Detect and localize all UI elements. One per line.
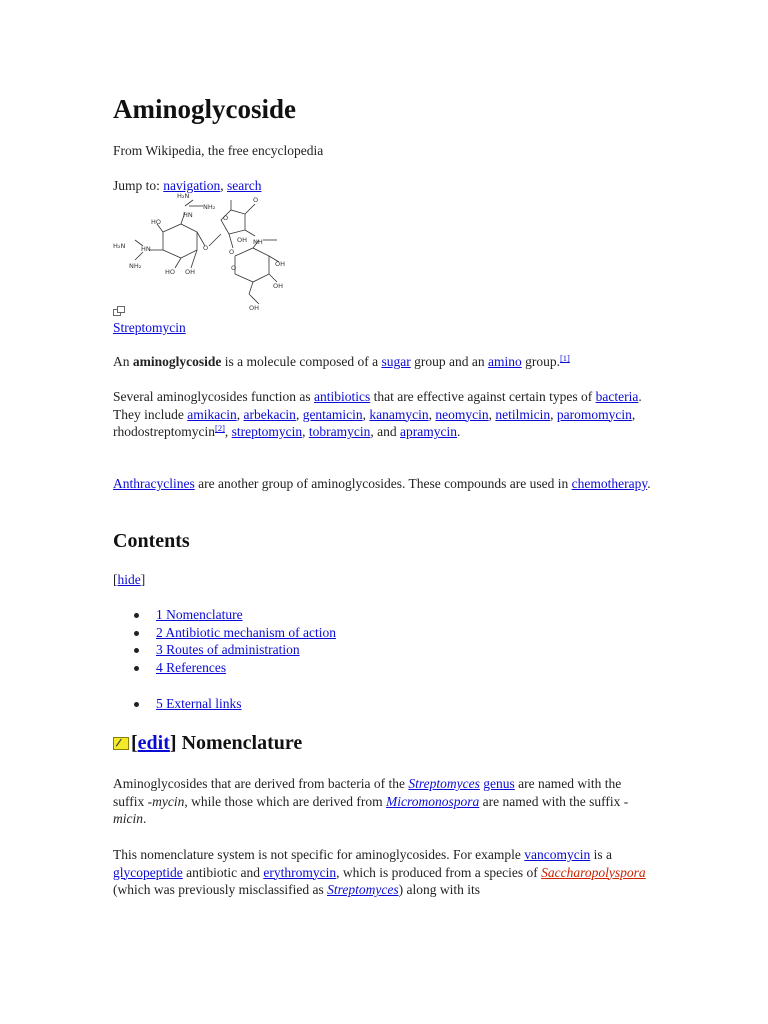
text: group and an bbox=[410, 354, 488, 369]
text: , rhodostreptomycin bbox=[113, 406, 636, 439]
toc-list-extra bbox=[131, 695, 241, 713]
text: (which was previously misclassified as bbox=[113, 882, 328, 897]
text: . bbox=[143, 811, 147, 826]
toc-item bbox=[131, 606, 336, 624]
bracket: [ bbox=[131, 732, 138, 754]
toc-item bbox=[131, 695, 241, 713]
caption-streptomycin-link[interactable]: Streptomycin bbox=[113, 320, 186, 335]
jump-navigation-link[interactable]: navigation bbox=[163, 178, 221, 193]
magnify-icon[interactable] bbox=[113, 306, 125, 316]
text: . bbox=[457, 424, 461, 439]
label-oh-furanose: OH bbox=[237, 236, 248, 244]
text: , bbox=[224, 424, 232, 439]
label-nh2-left: NH₂ bbox=[129, 262, 142, 270]
link-streptomycin[interactable]: streptomycin bbox=[231, 424, 303, 439]
link-netilmicin[interactable]: netilmicin bbox=[495, 406, 551, 422]
link-glycopeptide[interactable]: glycopeptide bbox=[113, 864, 183, 880]
label-nh2-top: NH₂ bbox=[203, 203, 216, 211]
label-oh-bottom: OH bbox=[185, 268, 196, 276]
italic-text: Saccharopolyspora bbox=[541, 864, 646, 880]
text: ) along with its bbox=[398, 882, 480, 897]
label-h2n: H₂N bbox=[177, 192, 190, 200]
link-chemotherapy[interactable]: chemotherapy bbox=[571, 476, 648, 491]
link-streptomyces[interactable] bbox=[408, 776, 479, 791]
link-paromomycin[interactable]: paromomycin bbox=[556, 406, 632, 422]
edit-pencil-icon[interactable] bbox=[113, 737, 129, 750]
streptomycin-structure-image[interactable] bbox=[113, 190, 293, 315]
link-kanamycin[interactable]: kanamycin bbox=[369, 406, 429, 422]
toc-list bbox=[131, 606, 336, 676]
toc-title: Contents bbox=[113, 530, 190, 552]
toc-item bbox=[131, 641, 336, 659]
link-arbekacin[interactable]: arbekacin bbox=[243, 406, 296, 422]
text: is a bbox=[590, 847, 613, 862]
label-ho-left: HO bbox=[151, 218, 162, 226]
reference-2[interactable]: [2] bbox=[214, 423, 225, 433]
toc-link-mechanism[interactable]: 2 Antibiotic mechanism of action bbox=[156, 624, 336, 640]
link-vancomycin[interactable]: vancomycin bbox=[524, 847, 591, 862]
link-apramycin[interactable]: apramycin bbox=[400, 424, 457, 439]
toc-link-nomenclature[interactable]: 1 Nomenclature bbox=[156, 607, 243, 622]
link-saccharopolyspora[interactable] bbox=[541, 865, 646, 880]
jump-search-link[interactable]: search bbox=[227, 178, 262, 193]
toc-hide-link[interactable]: hide bbox=[117, 572, 141, 587]
link-genus[interactable]: genus bbox=[483, 776, 515, 791]
label-o-aldehyde: O bbox=[253, 196, 259, 204]
text: group. bbox=[521, 354, 560, 369]
text: , bbox=[428, 406, 436, 422]
text: , bbox=[236, 406, 244, 422]
text: are named with the suffix - bbox=[479, 793, 629, 809]
intro-paragraph-1 bbox=[113, 353, 653, 371]
reference-1[interactable]: [1] bbox=[559, 353, 570, 363]
toc-link-routes[interactable]: 3 Routes of administration bbox=[156, 642, 300, 657]
italic-text: Streptomyces bbox=[327, 882, 399, 897]
text: are another group of aminoglycosides. These compounds are used in bbox=[194, 476, 572, 491]
nomenclature-paragraph-2 bbox=[113, 846, 653, 899]
link-erythromycin[interactable]: erythromycin bbox=[263, 864, 337, 880]
jump-prefix: Jump to: bbox=[113, 178, 164, 193]
link-amino[interactable]: amino bbox=[487, 354, 522, 369]
label-o-link1: O bbox=[203, 244, 209, 252]
label-o-ring: O bbox=[223, 214, 229, 222]
label-o-link2: O bbox=[229, 248, 235, 256]
link-amikacin[interactable]: amikacin bbox=[187, 406, 237, 422]
toc-toggle bbox=[113, 571, 145, 589]
text: , bbox=[488, 406, 496, 422]
term-aminoglycoside: aminoglycoside bbox=[132, 354, 222, 369]
link-anthracyclines[interactable]: Anthracyclines bbox=[113, 476, 195, 491]
site-tagline: From Wikipedia, the free encyclopedia bbox=[113, 143, 324, 158]
toc-link-references[interactable]: 4 References bbox=[156, 659, 227, 675]
text: This nomenclature system is not specific for aminoglycosides. For example bbox=[113, 847, 525, 862]
link-bacteria[interactable]: bacteria bbox=[595, 389, 639, 404]
label-hn-left: HN bbox=[141, 245, 151, 253]
text: . bbox=[647, 476, 651, 491]
label-h2n-left: H₂N bbox=[113, 242, 126, 250]
link-tobramycin[interactable]: tobramycin bbox=[308, 424, 371, 439]
label-hn: HN bbox=[183, 211, 193, 219]
page-title: Aminoglycoside bbox=[113, 94, 297, 124]
text: , bbox=[362, 406, 370, 422]
text: , while those which are derived from bbox=[184, 793, 387, 809]
text: Several aminoglycosides function as bbox=[113, 389, 314, 404]
intro-paragraph-2 bbox=[113, 388, 653, 441]
label-oh-lower: OH bbox=[273, 282, 284, 290]
italic-text: Micromonospora bbox=[386, 793, 480, 809]
intro-paragraph-3 bbox=[113, 475, 653, 493]
text: , bbox=[295, 406, 303, 422]
bracket: ] bbox=[140, 572, 146, 587]
suffix-micin: micin bbox=[113, 811, 143, 826]
edit-section-link[interactable]: edit bbox=[137, 732, 170, 754]
text: antibiotic and bbox=[182, 864, 264, 880]
text: are named with the suffix - bbox=[113, 776, 622, 809]
text: , which is produced from a species of bbox=[336, 864, 542, 880]
link-neomycin[interactable]: neomycin bbox=[435, 406, 489, 422]
text: . They include bbox=[113, 389, 642, 422]
link-micromonospora[interactable] bbox=[386, 794, 479, 809]
image-caption bbox=[113, 319, 186, 337]
bracket: [ bbox=[113, 572, 118, 587]
link-sugar[interactable]: sugar bbox=[381, 354, 411, 369]
label-nh: NH bbox=[253, 238, 263, 246]
text: An bbox=[113, 354, 133, 369]
link-streptomyces-2[interactable] bbox=[327, 882, 398, 897]
text: , bbox=[302, 424, 309, 439]
section-heading-nomenclature bbox=[113, 731, 302, 755]
text: is a molecule composed of a bbox=[221, 354, 382, 369]
link-antibiotics[interactable]: antibiotics bbox=[313, 389, 371, 404]
nomenclature-paragraph-1 bbox=[113, 775, 653, 828]
link-gentamicin[interactable]: gentamicin bbox=[302, 406, 363, 422]
section-heading-text: Nomenclature bbox=[176, 732, 303, 754]
toc-item bbox=[131, 624, 336, 642]
bracket: ] bbox=[169, 732, 177, 754]
toc-link-external-links[interactable]: 5 External links bbox=[156, 696, 242, 711]
text: , bbox=[550, 406, 557, 422]
label-oh-ch2: OH bbox=[249, 304, 260, 312]
text: Aminoglycosides that are derived from bacteria of the bbox=[113, 776, 409, 791]
label-ho-bottom: HO bbox=[165, 268, 176, 276]
label-oh-right: OH bbox=[275, 260, 286, 268]
label-o-pyranose: O bbox=[231, 264, 237, 272]
jump-separator: , bbox=[220, 178, 228, 193]
italic-text: Streptomyces bbox=[408, 776, 480, 791]
text: that are effective against certain types of bbox=[370, 389, 596, 404]
text: , and bbox=[370, 424, 397, 439]
toc-item bbox=[131, 659, 336, 677]
suffix-mycin: mycin bbox=[152, 793, 185, 809]
